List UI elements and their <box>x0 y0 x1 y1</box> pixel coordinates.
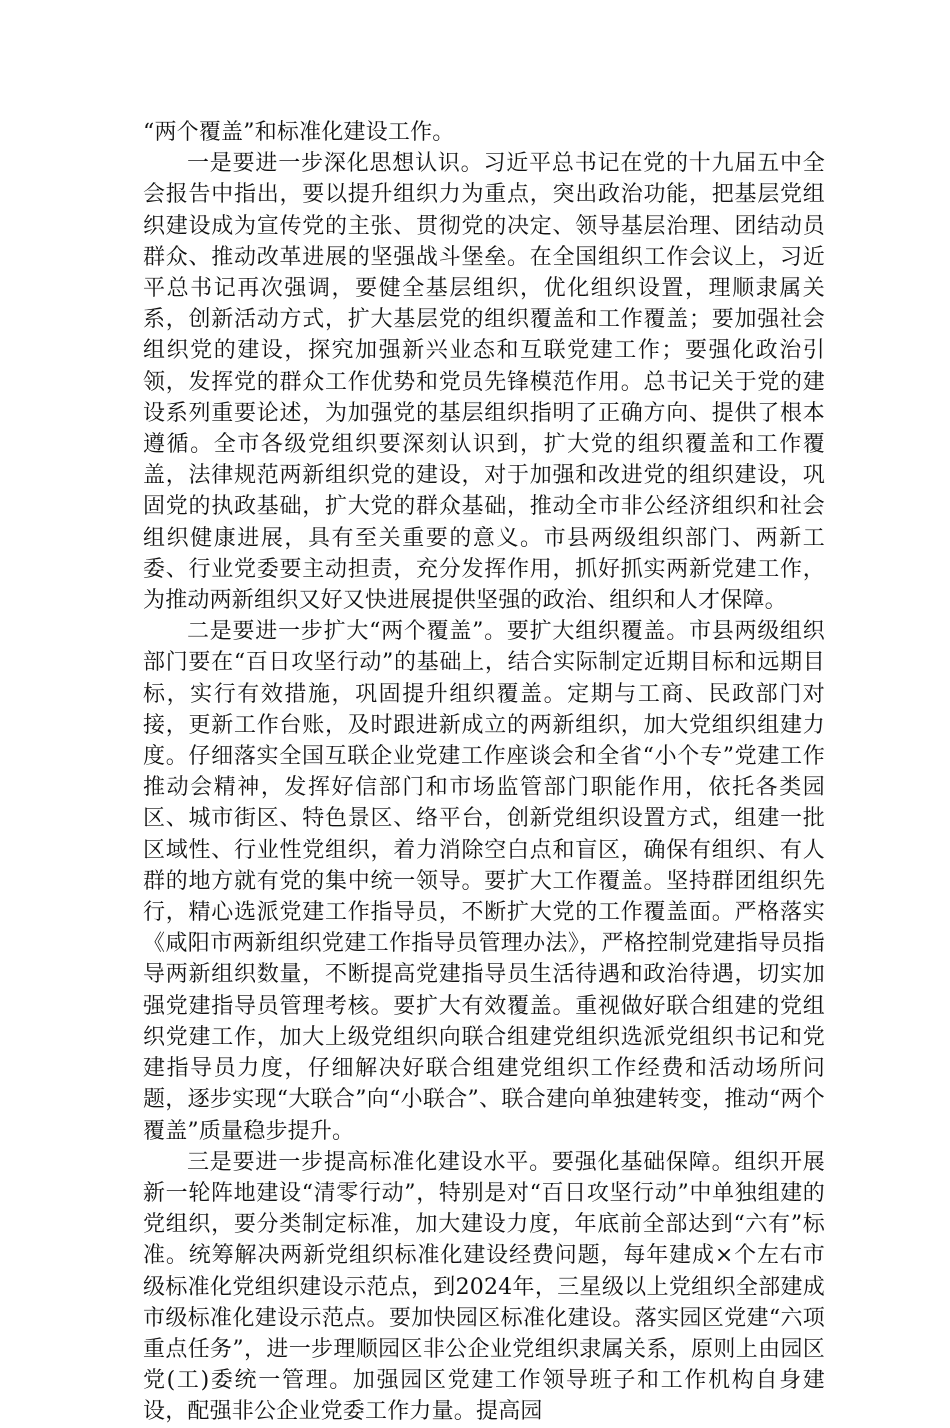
paragraph-continuation: “两个覆盖”和标准化建设工作。 <box>143 120 455 145</box>
paragraph-expand-coverage: 二是要进一步扩大“两个覆盖”。要扩大组织覆盖。市县两级组织部门要在“百日攻坚行动”的基础上，结合实际制定近期目标和远期目标，实行有效措施，巩固提升组织覆盖。定期与工商、民政部门对接，更新工作台账，及时跟进新成立的两新组织，加大党组织组建力度。仔细落实全国互联企业党建工作座谈会和全省“小个专”党建工作推动会精神，发挥好信部门和市场监管部门职能作用，依托各类园区、城市街区、特色景区、络平台，创新党组织设置方式，组建一批区域性、行业性党组织，着力消除空白点和盲区，确保有组织、有人群的地方就有党的集中统一领导。要扩大工作覆盖。坚持群团组织先行，精心选派党建工作指导员，不断扩大党的工作覆盖面。严格落实《咸阳市两新组织党建工作指导员管理办法》，严格控制党建指导员指导两新组织数量，不断提高党建指导员生活待遇和政治待遇，切实加强党建指导员管理考核。要扩大有效覆盖。重视做好联合组建的党组织党建工作，加大上级党组织向联合组建党组织选派党组织书记和党建指导员力度，仔细解决好联合组建党组织工作经费和活动场所问题，逐步实现“大联合”向“小联合”、联合建向单独建转变，推动“两个覆盖”质量稳步提升。 <box>143 619 825 1144</box>
paragraph-standardization: 三是要进一步提高标准化建设水平。要强化基础保障。组织开展新一轮阵地建设“清零行动”，特别是对“百日攻坚行动”中单独组建的党组织，要分类制定标准，加大建设力度，年底前全部达到“六有”标准。统筹解决两新党组织标准化建设经费问题，每年建成×个左右市级标准化党组织建设示范点，到2024年，三星级以上党组织全部建成市级标准化建设示范点。要加快园区标准化建设。落实园区党建“六项重点任务”，进一步理顺园区非公企业党组织隶属关系，原则上由园区党(工)委统一管理。加强园区党建工作领导班子和工作机构自身建设，配强非公企业党委工作力量。提高园 <box>143 1149 825 1425</box>
paragraph-deepen-understanding: 一是要进一步深化思想认识。习近平总书记在党的十九届五中全会报告中指出，要以提升组织力为重点，突出政治功能，把基层党组织建设成为宣传党的主张、贯彻党的决定、领导基层治理、团结动员群众、推动改革进展的坚强战斗堡垒。在全国组织工作会议上，习近平总书记再次强调，要健全基层组织，优化组织设置，理顺隶属关系，创新活动方式，扩大基层党的组织覆盖和工作覆盖；要加强社会组织党的建设，探究加强新兴业态和互联党建工作；要强化政治引领，发挥党的群众工作优势和党员先锋模范作用。总书记关于党的建设系列重要论述，为加强党的基层组织指明了正确方向、提供了根本遵循。全市各级党组织要深刻认识到，扩大党的组织覆盖和工作覆盖，法律规范两新组织党的建设，对于加强和改进党的组织建设，巩固党的执政基础，扩大党的群众基础，推动全市非公经济组织和社会组织健康进展，具有至关重要的意义。市县两级组织部门、两新工委、行业党委要主动担责，充分发挥作用，抓好抓实两新党建工作，为推动两新组织又好又快进展提供坚强的政治、组织和人才保障。 <box>143 151 825 614</box>
body-text <box>143 117 825 1428</box>
